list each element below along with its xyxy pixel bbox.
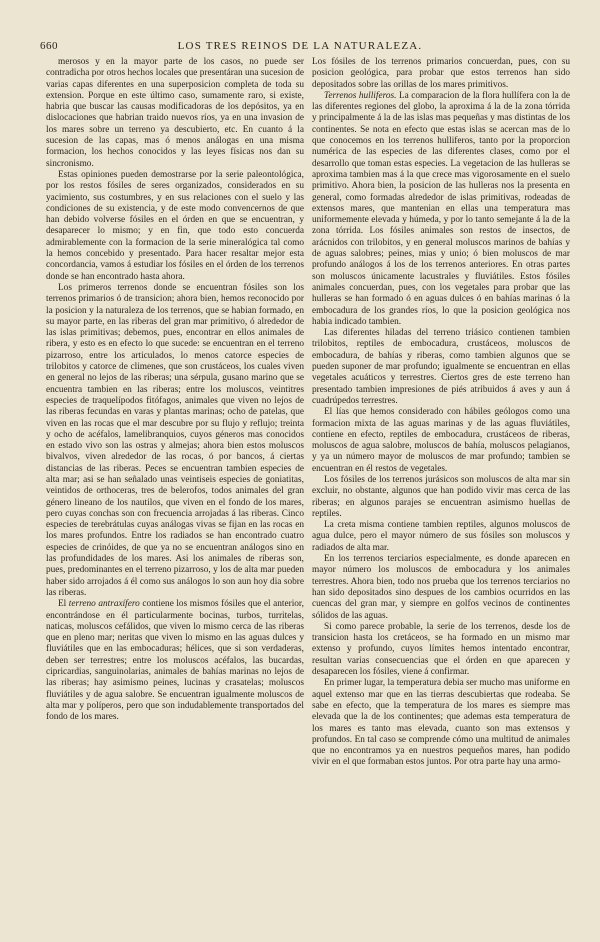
- paragraph: [312, 57, 570, 91]
- paragraph-text: La creta misma contiene tambien reptiles, algunos moluscos de agua dulce, pero el mayor número de sus fósiles son moluscos y radiados de alta mar.: [312, 520, 570, 553]
- text-column-left: [46, 57, 304, 897]
- paragraph-text: En los terrenos terciarios especialmente, es donde aparecen en mayor número los moluscos de embocadura y los animales terrestres. Ahora bien, todo nos prueba que los terrenos terciarios no han sido depositados sino despues de los cambios ocurridos en las cuencas del gran mar, y siempre en golfos vecinos de continentes sólidos de las aguas.: [312, 554, 570, 621]
- paragraph-text: Los fósiles de los terrenos primarios concuerdan, pues, con su posicion geológica, para probar que estos terrenos han sido depositados sobre las orillas de los mares primitivos.: [312, 57, 570, 90]
- paragraph: [312, 520, 570, 554]
- paragraph: [312, 622, 570, 678]
- paragraph: [46, 283, 304, 599]
- paragraph: [46, 57, 304, 170]
- paragraph-text: La comparacion de la flora hullífera con la de las diferentes regiones del globo, la aproxima á la de la zona tórrida y principalmente á la de las islas mas pequeñas y mas distintas de los continentes. Se nota en efecto que estas islas se acercan mas de lo que conocemos en los terrenos hulliferos, tanto por la proporcion numérica de las especies de las diferentes clases, como por el desarrollo que toman estas especies. La vegetacion de las hulleras se aproxima tambien mas á la que crece mas vigorosamente en el suelo primitivo. Ahora bien, la posicion de las hulleras nos la presenta en general, como formadas alrededor de islas primitivas, rodeadas de extensos mares, que mantenian en ellas una temperatura mas uniformemente elevada y húmeda, y por lo tanto semejante á la de la zona tórrida. Los fósiles animales son restos de insectos, de arácnidos con trilobitos, y en general moluscos marinos de bahías y de aguas salobres; peines, mias y unio; ó bien moluscos de mar profundo análogos á los de los terrenos anteriores. En otras partes son moluscos únicamente lacustrales y fluviátiles. Estos fósiles animales concuerdan, pues, con los vegetales para probar que las hulleras se han formado ó en aguas dulces ó en bahías marinas ó la embocadura de los grandes ríos, lo que la posicion geológica nos habia indicado tambien.: [312, 90, 570, 327]
- paragraph: [312, 91, 570, 328]
- paragraph: [46, 599, 304, 723]
- paragraph-text: En primer lugar, la temperatura debia ser mucho mas uniforme en aquel extenso mar que en las tierras descubiertas que rodeaba. Se sabe en efecto, que la temperatura de los mares es siempre mas elevada que la de los continentes; que ademas esta temperatura de los mares es tanto mas elevada, cuanto son mas extensos y profundos. En tal caso se comprende cómo una multitud de animales que no encontramos ya en nuestros pequeños mares, han podido vivir en el que formaban estos juntos. Por otra parte hay una armo-: [312, 678, 570, 768]
- paragraph: [46, 170, 304, 283]
- paragraph-text: Los primeros terrenos donde se encuentran fósiles son los terrenos primarios ó de transicion; ahora bien, hemos reconocido por la posicion y la naturaleza de los terrenos, que se habian formado, en su mayor parte, en las riberas del gran mar primitivo, ó alrededor de las islas primitivas; debemos, pues, encontrar en ellos animales de ribera, y esto es en efecto lo que sucede: se encuentran en el terreno pizarroso, entre los articulados, lo menos catorce especies de trilobitos y catorce de climenes, que son crustáceos, los cuales viven en general no lejos de las riberas; una sérpula, gusano marino que se encuentra tambien en las riberas; entre los moluscos, veintitres especies de traquelípodos fitófagos, animales que viven no lejos de las riberas fecundas en varas y plantas marinas; ocho de patelas, que viven en las rocas que el mar descubre por su flujo y reflujo; treinta y ocho de acéfalos, lamelibranquios, cuyos géneros mas conocidos en estado vivo son las ostras y almejas; ahora bien estos moluscos bivalvos, viven alrededor de las rocas, ó por bancos, á ciertas distancias de las riberas. Peces se encuentran tambien especies de alta mar; asi se han señalado unas veintiseis especies de goniatitas, veintidos de orthoceras, tres de belerofos, todos animales del gran género lineano de los nautilos, que viven en el fondo de los mares, pero cuyas conchas son con frecuencia arrojadas á las riberas. Cinco especies de terebrátulas cuyas análogas vivas se fijan en las rocas en los mares profundos. Entre los radiados se han encontrado cuatro especies de crinóides, de que ya no se encuentran análogos sino en las profundidades de los mares. Asi los animales de riberas son, pues, predominantes en el terreno pizarroso, y los de alta mar pueden haber sido arrojados á él como sus análogos lo son aun hoy dia sobre las riberas.: [46, 282, 304, 598]
- page-number: 660: [40, 40, 58, 52]
- paragraph-text: Si como parece probable, la serie de los terrenos, desde los de transicion hasta los cretáceos, se ha formado en un mismo mar extenso y profundo, cuyos límites hemos intentado encontrar, resultan varias consecuencias que el órden en que aparecen y desaparecen los fósiles, viene á confirmar.: [312, 621, 570, 678]
- paragraph-text: Las diferentes hiladas del terreno triásico contienen tambien trilobitos, reptiles de embocadura, crustáceos, moluscos de embocadura, de bahías y riberas, como tambien algunos que se pueden suponer de mar profundo; igualmente se encuentran en ellas vegetales acuáticos y terrestres. Ciertos gres de este terreno han presentado tambien impresiones de piés atribuidos á aves y aun á cuadrúpedos terrestres.: [312, 328, 570, 406]
- italic-term: Terrenos hulliferos.: [324, 90, 397, 101]
- paragraph: [312, 407, 570, 475]
- text-column-right: [312, 57, 570, 897]
- paragraph: [312, 678, 570, 768]
- paragraph-text: contiene los mismos fósiles que el anterior, encontrándose en él particularmente bocinas, turbos, turritelas, naticas, moluscos cefálidos, que viven lo mismo cerca de las riberas que en pleno mar; neritas que viven lo mismo en las aguas dulces y fluviátiles que en las embocaduras; hélices, que si son verdaderas, deben ser terrestres; entre los moluscos acéfalos, las bucardas, cipricardias, sanguinolarias, animales de bahías marinas no lejos de las riberas; hay asimismo peines, lucinas y crasatelas; moluscos fluviátiles y de agua salobre. Se encuentran igualmente moluscos de alta mar y políperos, pero que son indudablemente transportados del fondo de los mares.: [46, 599, 304, 723]
- page-header: [40, 40, 560, 56]
- paragraph: [312, 475, 570, 520]
- paragraph-text: Estas opiniones pueden demostrarse por la serie paleontológica, por los restos fósiles de seres organizados, considerados en su yacimiento, sus costumbres, y en sus relaciones con el suelo y las condiciones de su existencia, y de este modo convencernos de que han debido volverse fósiles en el órden en que se encuentran, y desaparecer lo mismo; y en fin, que todo esto concuerda admirablemente con la formacion de la serie mineralógica tal como la hemos concebido y presentado. Para hacer resaltar mejor esta concordancia, vamos á estudiar los fósiles en el órden de los terrenos donde se han encontrado hasta ahora.: [46, 169, 304, 282]
- paragraph-text: merosos y en la mayor parte de los casos, no puede ser contradicha por otros hechos locales que presentáran una sucesion de varias capas diferentes en una superposicion completa de toda su extension. Porque en este último caso, sumamente raro, si existe, habria que buscar las causas modificadoras de los depósitos, ya en dislocaciones que habrian traido nuevos ríos, ya en una invasion de los mares sobre un terreno ya descubierto, etc. En cuanto á la sucesion de las capas, mas ó menos análogas en una misma formacion, los hechos conocidos y las leyes físicas nos dan su sincronismo.: [46, 57, 304, 169]
- running-title: LOS TRES REINOS DE LA NATURALEZA.: [177, 40, 423, 52]
- italic-term: terreno antraxífero: [68, 599, 140, 610]
- paragraph-text: El lías que hemos considerado con hábiles geólogos como una formacion mixta de las aguas marinas y de las aguas fluviátiles, contiene en efecto, reptiles de embocadura, crustáceos de riberas, moluscos de agua salobre, moluscos de bahía, moluscos pelagianos, y ya un número mayor de moluscos de mar profundo; tambien se encuentran en él restos de vegetales.: [312, 407, 570, 474]
- paragraph-lead: El: [58, 599, 69, 610]
- paragraph: [312, 554, 570, 622]
- paragraph-text: Los fósiles de los terrenos jurásicos son moluscos de alta mar sin excluir, no obstante, algunos que han podido vivir mas cerca de las riberas; en algunos parajes se encuentran asimismo huellas de reptiles.: [312, 474, 570, 519]
- paragraph: [312, 328, 570, 407]
